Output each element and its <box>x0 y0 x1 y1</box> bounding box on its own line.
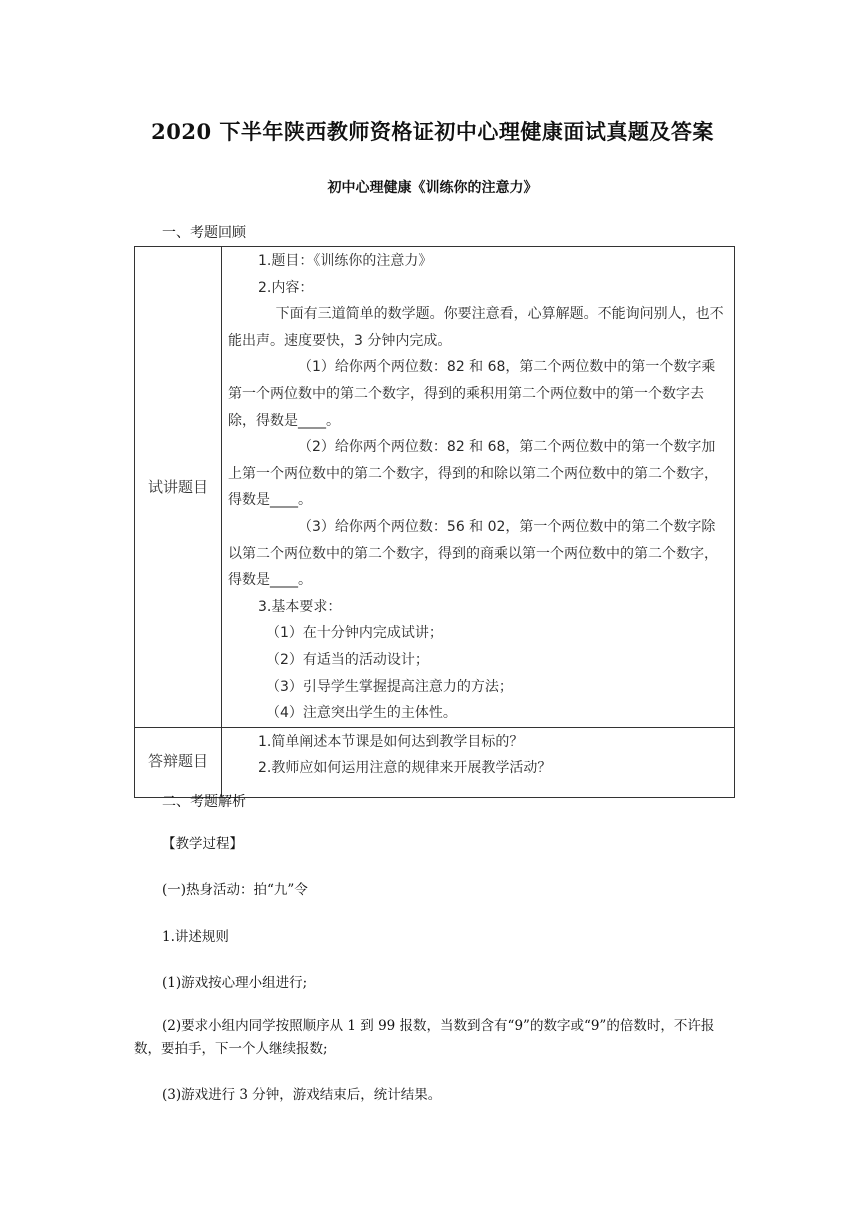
defense-question-2: 2.教师应如何运用注意的规律来开展教学活动？ <box>258 759 552 776</box>
question-1: （1）给你两个两位数：82 和 68，第二个两位数中的第一个数字乘第一个两位数中的第二个数字，得到的乘积用第二个两位数中的第一个数字去除，得数是____。 <box>228 359 716 429</box>
defense-question-1: 1.简单阐述本节课是如何达到教学目标的？ <box>258 733 524 750</box>
defense-content-cell <box>222 727 735 797</box>
rule-3: (3)游戏进行 3 分钟，游戏结束后，统计结果。 <box>162 1087 442 1103</box>
requirement-3: （3）引导学生掌握提高注意力的方法； <box>266 678 513 695</box>
question-3: （3）给你两个两位数：56 和 02，第一个两位数中的第二个数字除以第二个两位数中的第二个数字，得到的商乘以第一个两位数中的第二个数字，得数是____。 <box>228 518 718 589</box>
lecture-content-cell <box>222 247 735 728</box>
rule-2: (2)要求小组内同学按照顺序从 1 到 99 报数，当数到含有“9”的数字或“9”的倍数时，不许报数，要拍手，下一个人继续报数; <box>134 1018 715 1057</box>
content-heading: 2.内容： <box>258 279 314 296</box>
process-heading: 【教学过程】 <box>162 836 243 852</box>
requirement-1: （1）在十分钟内完成试讲； <box>266 625 443 642</box>
rules-heading: 1.讲述规则 <box>162 929 229 945</box>
topic-line: 1.题目：《训练你的注意力》 <box>258 253 433 269</box>
requirement-4: （4）注意突出学生的主体性。 <box>266 705 457 722</box>
table-row <box>135 247 735 728</box>
requirement-2: （2）有适当的活动设计； <box>266 651 429 668</box>
page-title: 2020 下半年陕西教师资格证初中心理健康面试真题及答案 <box>151 119 714 144</box>
warmup-heading: (一)热身活动：拍“九”令 <box>162 882 308 898</box>
question-table <box>134 246 735 798</box>
subtitle: 初中心理健康《训练你的注意力》 <box>327 180 538 196</box>
content-intro: 下面有三道简单的数学题。你要注意看，心算解题。不能询问别人，也不能出声。速度要快，3 分钟内完成。 <box>228 306 724 349</box>
requirements-heading: 3.基本要求： <box>258 598 342 615</box>
section-heading-review: 一、考题回顾 <box>162 225 246 241</box>
question-2: （2）给你两个两位数：82 和 68，第二个两位数中的第一个数字加上第一个两位数中的第二个数字，得到的和除以第二个两位数中的第二个数字，得数是____。 <box>228 439 718 509</box>
row-label-lecture: 试讲题目 <box>135 247 222 728</box>
row-label-defense: 答辩题目 <box>135 727 222 797</box>
rule-1: (1)游戏按心理小组进行; <box>162 975 308 991</box>
table-row <box>135 727 735 797</box>
section-heading-analysis: 二、考题解析 <box>162 794 246 810</box>
